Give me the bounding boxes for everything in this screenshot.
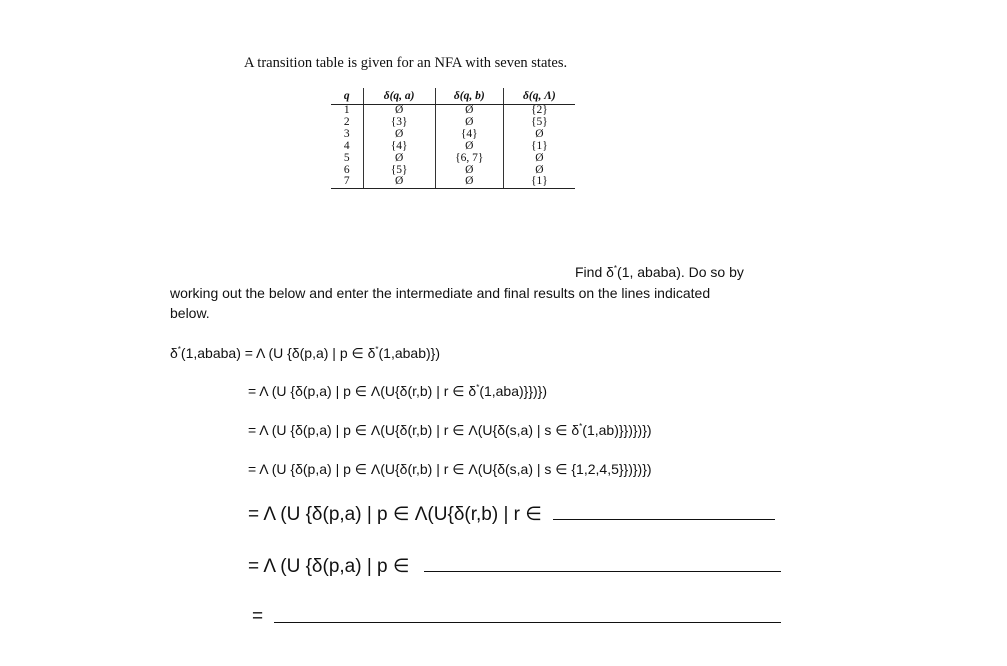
step-7: =	[252, 606, 264, 627]
cell: Ø	[435, 176, 503, 188]
step-text: (1,ababa) = Λ (U {δ(p,a) | p ∈ δ	[180, 345, 376, 361]
cell: Ø	[363, 105, 435, 117]
cell: 5	[331, 153, 363, 165]
cell: {5}	[363, 165, 435, 177]
table-row	[331, 176, 575, 188]
cell: 3	[331, 129, 363, 141]
star-superscript: *	[476, 383, 480, 392]
cell: {4}	[363, 141, 435, 153]
step-6: = Λ (U {δ(p,a) | p ∈	[248, 556, 410, 577]
table-row	[331, 153, 575, 165]
cell: 1	[331, 105, 363, 117]
cell: Ø	[435, 141, 503, 153]
step-3	[248, 422, 652, 439]
question-text: (1, ababa). Do so by	[617, 264, 744, 280]
cell: Ø	[363, 176, 435, 188]
cell: Ø	[535, 151, 544, 164]
question-line-1	[575, 264, 744, 280]
cell: 4	[331, 141, 363, 153]
header-q: q	[331, 88, 363, 105]
cell: Ø	[363, 129, 435, 141]
step-5: = Λ (U {δ(p,a) | p ∈ Λ(U{δ(r,b) | r ∈	[248, 504, 542, 525]
question-line-3: below.	[170, 305, 210, 321]
step-text: = Λ (U {δ(p,a) | p ∈ Λ(U{δ(r,b) | r ∈ Λ(U{δ(s,a) | s ∈ δ	[248, 422, 580, 438]
step-text: = Λ (U {δ(p,a) | p ∈ Λ(U{δ(r,b) | r ∈ δ	[248, 383, 477, 399]
cell: Ø	[535, 127, 544, 140]
step-2	[248, 383, 547, 400]
cell: {5}	[531, 115, 548, 128]
step-4: = Λ (U {δ(p,a) | p ∈ Λ(U{δ(r,b) | r ∈ Λ(U{δ(s,a) | s ∈ {1,2,4,5}})})})	[248, 461, 652, 477]
question-line-2: working out the below and enter the intermediate and final results on the lines indicated	[170, 285, 711, 301]
table-row	[331, 129, 575, 141]
transition-table	[331, 88, 575, 189]
cell: {3}	[363, 117, 435, 129]
star-superscript: *	[177, 345, 181, 354]
cell: {6, 7}	[435, 153, 503, 165]
step-text: (1,aba)}})})	[479, 383, 548, 399]
answer-line-1[interactable]	[553, 519, 775, 520]
answer-line-2[interactable]	[424, 571, 781, 572]
step-1	[170, 345, 440, 362]
cell: Ø	[435, 105, 503, 117]
step-text: (1,ab)}})})})	[582, 422, 652, 438]
cell: {1}	[503, 176, 575, 188]
header-delta-b: δ(q, b)	[435, 88, 503, 105]
cell: 6	[331, 165, 363, 177]
step-text: δ	[170, 345, 178, 361]
cell: {4}	[435, 129, 503, 141]
question-text: Find δ	[575, 264, 614, 280]
answer-line-3[interactable]	[274, 622, 781, 623]
table-header-row	[331, 88, 575, 105]
star-superscript: *	[579, 422, 583, 431]
header-delta-a: δ(q, a)	[363, 88, 435, 105]
cell: Ø	[435, 165, 503, 177]
table-row	[331, 141, 575, 153]
cell: {1}	[531, 139, 548, 152]
star-superscript: *	[613, 264, 618, 273]
cell: Ø	[535, 163, 544, 176]
cell: {2}	[531, 104, 548, 116]
cell: Ø	[363, 153, 435, 165]
cell: Ø	[435, 117, 503, 129]
header-delta-lambda: δ(q, Λ)	[503, 88, 575, 105]
star-superscript: *	[375, 345, 379, 354]
cell: 7	[331, 176, 363, 188]
step-text: (1,abab)})	[378, 345, 440, 361]
cell: 2	[331, 117, 363, 129]
intro-text: A transition table is given for an NFA with seven states.	[244, 55, 568, 71]
